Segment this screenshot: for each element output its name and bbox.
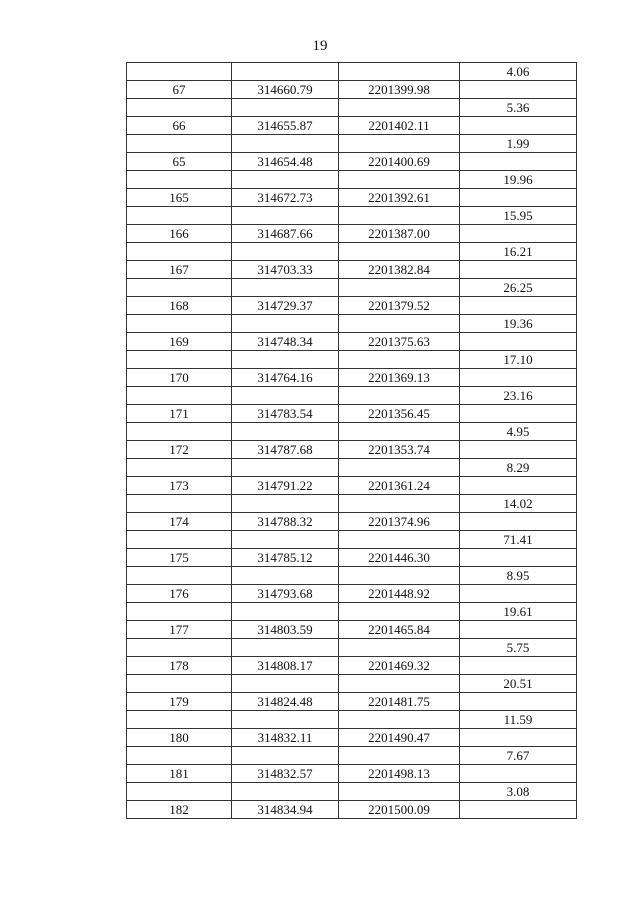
point-x: 314703.33 <box>232 261 339 279</box>
empty-cell <box>339 711 460 729</box>
empty-cell <box>232 99 339 117</box>
point-row <box>127 621 577 639</box>
segment-length: 71.41 <box>460 531 577 549</box>
point-y: 2201392.61 <box>339 189 460 207</box>
segment-length: 4.95 <box>460 423 577 441</box>
empty-cell <box>339 459 460 477</box>
point-y: 2201490.47 <box>339 729 460 747</box>
empty-cell <box>460 117 577 135</box>
empty-cell <box>339 351 460 369</box>
empty-cell <box>232 783 339 801</box>
point-number: 165 <box>127 189 232 207</box>
point-number: 170 <box>127 369 232 387</box>
point-y: 2201402.11 <box>339 117 460 135</box>
empty-cell <box>460 369 577 387</box>
empty-cell <box>232 207 339 225</box>
segment-length-row <box>127 603 577 621</box>
point-x: 314660.79 <box>232 81 339 99</box>
segment-length: 11.59 <box>460 711 577 729</box>
empty-cell <box>127 315 232 333</box>
empty-cell <box>339 315 460 333</box>
point-number: 178 <box>127 657 232 675</box>
point-number: 168 <box>127 297 232 315</box>
empty-cell <box>127 603 232 621</box>
point-y: 2201353.74 <box>339 441 460 459</box>
empty-cell <box>339 567 460 585</box>
coordinates-table-body <box>127 63 577 819</box>
point-x: 314803.59 <box>232 621 339 639</box>
empty-cell <box>339 171 460 189</box>
empty-cell <box>232 423 339 441</box>
point-number: 174 <box>127 513 232 531</box>
empty-cell <box>127 243 232 261</box>
point-y: 2201446.30 <box>339 549 460 567</box>
point-y: 2201356.45 <box>339 405 460 423</box>
empty-cell <box>460 81 577 99</box>
segment-length: 23.16 <box>460 387 577 405</box>
empty-cell <box>460 477 577 495</box>
empty-cell <box>232 639 339 657</box>
segment-length-row <box>127 99 577 117</box>
empty-cell <box>339 63 460 81</box>
segment-length: 7.67 <box>460 747 577 765</box>
empty-cell <box>460 261 577 279</box>
empty-cell <box>339 423 460 441</box>
segment-length: 16.21 <box>460 243 577 261</box>
empty-cell <box>460 621 577 639</box>
segment-length-row <box>127 207 577 225</box>
segment-length-row <box>127 135 577 153</box>
empty-cell <box>232 495 339 513</box>
point-y: 2201361.24 <box>339 477 460 495</box>
point-number: 66 <box>127 117 232 135</box>
point-x: 314729.37 <box>232 297 339 315</box>
segment-length: 14.02 <box>460 495 577 513</box>
empty-cell <box>339 675 460 693</box>
empty-cell <box>127 351 232 369</box>
empty-cell <box>127 99 232 117</box>
empty-cell <box>339 495 460 513</box>
point-row <box>127 477 577 495</box>
point-row <box>127 297 577 315</box>
empty-cell <box>460 297 577 315</box>
empty-cell <box>460 729 577 747</box>
point-y: 2201481.75 <box>339 693 460 711</box>
point-y: 2201387.00 <box>339 225 460 243</box>
point-row <box>127 369 577 387</box>
point-row <box>127 513 577 531</box>
point-x: 314764.16 <box>232 369 339 387</box>
segment-length-row <box>127 495 577 513</box>
empty-cell <box>232 567 339 585</box>
segment-length-row <box>127 423 577 441</box>
empty-cell <box>127 387 232 405</box>
point-row <box>127 441 577 459</box>
point-number: 179 <box>127 693 232 711</box>
segment-length-row <box>127 639 577 657</box>
empty-cell <box>127 63 232 81</box>
segment-length: 8.95 <box>460 567 577 585</box>
empty-cell <box>127 531 232 549</box>
empty-cell <box>460 513 577 531</box>
empty-cell <box>232 279 339 297</box>
point-x: 314783.54 <box>232 405 339 423</box>
segment-length-row <box>127 315 577 333</box>
empty-cell <box>232 459 339 477</box>
point-row <box>127 657 577 675</box>
empty-cell <box>232 387 339 405</box>
point-number: 169 <box>127 333 232 351</box>
empty-cell <box>127 207 232 225</box>
point-x: 314832.57 <box>232 765 339 783</box>
empty-cell <box>460 189 577 207</box>
point-y: 2201375.63 <box>339 333 460 351</box>
segment-length-row <box>127 459 577 477</box>
point-row <box>127 801 577 819</box>
empty-cell <box>339 387 460 405</box>
point-row <box>127 333 577 351</box>
empty-cell <box>127 711 232 729</box>
point-number: 67 <box>127 81 232 99</box>
segment-length: 1.99 <box>460 135 577 153</box>
point-x: 314687.66 <box>232 225 339 243</box>
empty-cell <box>232 747 339 765</box>
point-y: 2201379.52 <box>339 297 460 315</box>
point-row <box>127 225 577 243</box>
point-row <box>127 729 577 747</box>
empty-cell <box>232 711 339 729</box>
point-number: 173 <box>127 477 232 495</box>
empty-cell <box>232 171 339 189</box>
point-y: 2201400.69 <box>339 153 460 171</box>
point-x: 314793.68 <box>232 585 339 603</box>
segment-length: 19.96 <box>460 171 577 189</box>
point-y: 2201382.84 <box>339 261 460 279</box>
point-y: 2201448.92 <box>339 585 460 603</box>
point-row <box>127 765 577 783</box>
point-y: 2201498.13 <box>339 765 460 783</box>
point-x: 314655.87 <box>232 117 339 135</box>
segment-length: 19.36 <box>460 315 577 333</box>
segment-length-row <box>127 567 577 585</box>
empty-cell <box>127 423 232 441</box>
point-number: 181 <box>127 765 232 783</box>
point-row <box>127 693 577 711</box>
segment-length-row <box>127 387 577 405</box>
segment-length: 15.95 <box>460 207 577 225</box>
segment-length: 4.06 <box>460 63 577 81</box>
point-x: 314654.48 <box>232 153 339 171</box>
empty-cell <box>339 603 460 621</box>
point-x: 314788.32 <box>232 513 339 531</box>
empty-cell <box>127 171 232 189</box>
segment-length: 5.36 <box>460 99 577 117</box>
point-number: 171 <box>127 405 232 423</box>
empty-cell <box>127 459 232 477</box>
segment-length-row <box>127 711 577 729</box>
empty-cell <box>232 135 339 153</box>
point-number: 182 <box>127 801 232 819</box>
empty-cell <box>127 747 232 765</box>
empty-cell <box>339 747 460 765</box>
point-y: 2201374.96 <box>339 513 460 531</box>
segment-length: 19.61 <box>460 603 577 621</box>
point-y: 2201465.84 <box>339 621 460 639</box>
point-x: 314791.22 <box>232 477 339 495</box>
empty-cell <box>127 675 232 693</box>
segment-length: 3.08 <box>460 783 577 801</box>
point-x: 314672.73 <box>232 189 339 207</box>
empty-cell <box>127 495 232 513</box>
empty-cell <box>232 351 339 369</box>
empty-cell <box>232 603 339 621</box>
point-row <box>127 585 577 603</box>
point-x: 314824.48 <box>232 693 339 711</box>
point-x: 314808.17 <box>232 657 339 675</box>
empty-cell <box>460 765 577 783</box>
empty-cell <box>232 531 339 549</box>
empty-cell <box>339 279 460 297</box>
empty-cell <box>460 657 577 675</box>
segment-length-row <box>127 747 577 765</box>
segment-length-row <box>127 171 577 189</box>
point-y: 2201399.98 <box>339 81 460 99</box>
segment-length-row <box>127 675 577 693</box>
empty-cell <box>339 135 460 153</box>
empty-cell <box>460 405 577 423</box>
empty-cell <box>460 153 577 171</box>
segment-length: 20.51 <box>460 675 577 693</box>
segment-length-row <box>127 783 577 801</box>
empty-cell <box>339 243 460 261</box>
empty-cell <box>339 207 460 225</box>
empty-cell <box>339 531 460 549</box>
empty-cell <box>127 279 232 297</box>
segment-length: 17.10 <box>460 351 577 369</box>
point-number: 176 <box>127 585 232 603</box>
segment-length-row <box>127 63 577 81</box>
point-x: 314834.94 <box>232 801 339 819</box>
segment-length-row <box>127 351 577 369</box>
point-row <box>127 81 577 99</box>
empty-cell <box>460 225 577 243</box>
point-x: 314748.34 <box>232 333 339 351</box>
segment-length: 26.25 <box>460 279 577 297</box>
empty-cell <box>232 315 339 333</box>
point-x: 314832.11 <box>232 729 339 747</box>
empty-cell <box>232 675 339 693</box>
empty-cell <box>127 567 232 585</box>
empty-cell <box>339 99 460 117</box>
empty-cell <box>339 783 460 801</box>
empty-cell <box>127 135 232 153</box>
coordinates-table <box>126 62 577 819</box>
point-x: 314787.68 <box>232 441 339 459</box>
empty-cell <box>460 801 577 819</box>
point-row <box>127 189 577 207</box>
page-number: 19 <box>312 38 328 54</box>
point-row <box>127 153 577 171</box>
point-row <box>127 405 577 423</box>
point-x: 314785.12 <box>232 549 339 567</box>
empty-cell <box>460 333 577 351</box>
segment-length-row <box>127 243 577 261</box>
point-row <box>127 261 577 279</box>
point-number: 172 <box>127 441 232 459</box>
empty-cell <box>460 693 577 711</box>
segment-length-row <box>127 531 577 549</box>
empty-cell <box>460 441 577 459</box>
segment-length-row <box>127 279 577 297</box>
point-number: 180 <box>127 729 232 747</box>
point-row <box>127 117 577 135</box>
empty-cell <box>127 639 232 657</box>
empty-cell <box>232 243 339 261</box>
point-number: 167 <box>127 261 232 279</box>
empty-cell <box>127 783 232 801</box>
empty-cell <box>460 549 577 567</box>
empty-cell <box>232 63 339 81</box>
point-y: 2201469.32 <box>339 657 460 675</box>
segment-length: 8.29 <box>460 459 577 477</box>
empty-cell <box>460 585 577 603</box>
point-number: 175 <box>127 549 232 567</box>
point-number: 166 <box>127 225 232 243</box>
point-y: 2201369.13 <box>339 369 460 387</box>
point-number: 177 <box>127 621 232 639</box>
point-y: 2201500.09 <box>339 801 460 819</box>
point-number: 65 <box>127 153 232 171</box>
empty-cell <box>339 639 460 657</box>
point-row <box>127 549 577 567</box>
segment-length: 5.75 <box>460 639 577 657</box>
